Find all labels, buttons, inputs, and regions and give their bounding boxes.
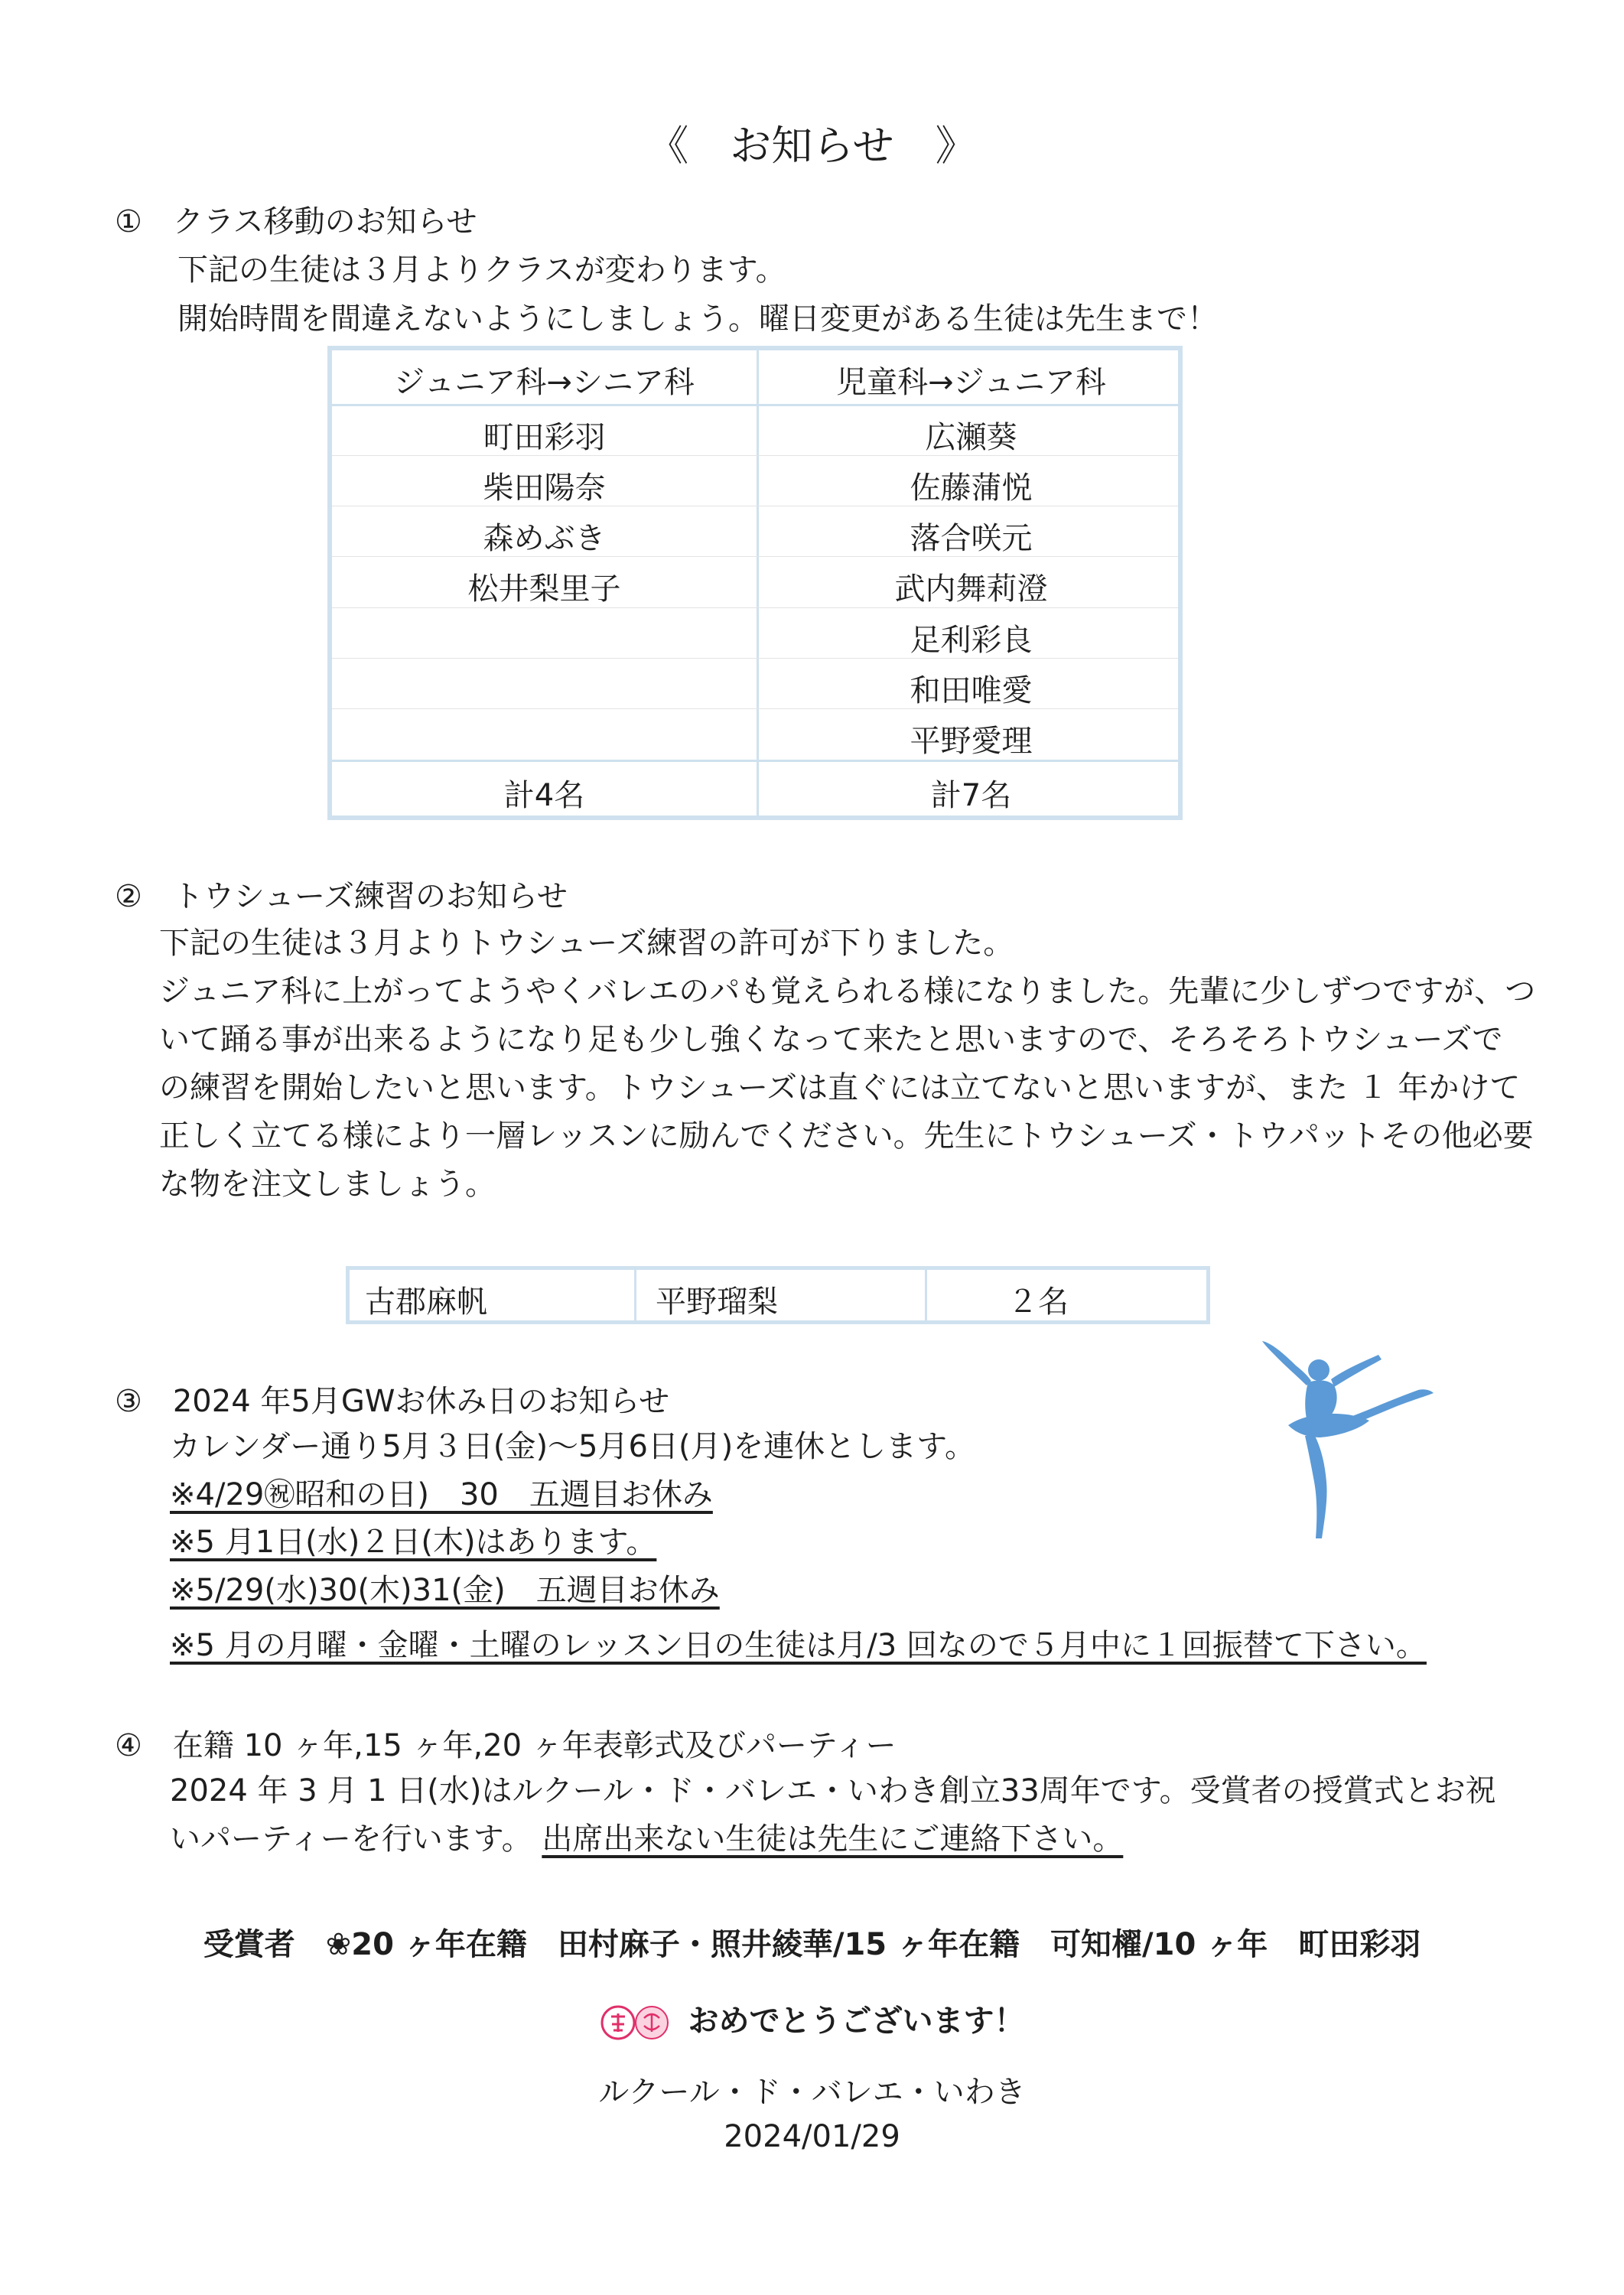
document-date: 2024/01/29	[724, 2119, 900, 2154]
table-header: 児童科→ジュニア科	[836, 365, 1106, 400]
table-header: ジュニア科→シニア科	[394, 365, 695, 400]
section3-note-2: ※5 月1日(水)２日(木)はあります。	[170, 1525, 657, 1560]
table-cell: 森めぶき	[483, 521, 606, 556]
table-cell: 平野愛理	[910, 724, 1033, 759]
section1-line-1: 下記の生徒は３月よりクラスが変わります。	[177, 252, 786, 288]
table-cell: 平野瑠梨	[656, 1284, 778, 1320]
section4-line-2	[170, 1815, 1123, 1863]
table-cell: 和田唯愛	[910, 673, 1033, 708]
section2-heading: ② トウシューズ練習のお知らせ	[115, 879, 568, 914]
table-cell: ２名	[1007, 1284, 1069, 1320]
section4-line-1: 2024 年 3 月 1 日(水)はルクール・ド・バレエ・いわき創立33周年です。受賞者の授賞式とお祝	[170, 1773, 1496, 1808]
ballerina-illustration	[1255, 1335, 1438, 1545]
organization-name: ルクール・ド・バレエ・いわき	[598, 2075, 1026, 2110]
section1-line-2: 開始時間を間違えないようにしましょう。曜日変更がある生徒は先生まで！	[177, 301, 1218, 337]
section3-note-1: ※4/29㊗昭和の日) 30 五週目お休み	[170, 1477, 713, 1512]
toe-shoes-table	[346, 1266, 1210, 1324]
table-cell: 町田彩羽	[483, 420, 606, 455]
table-cell: 松井梨里子	[467, 571, 621, 607]
celebration-stamp-icon	[600, 2003, 670, 2043]
page-title: 《 お知らせ 》	[647, 122, 977, 170]
section2-line-4: の練習を開始したいと思います。トウシューズは直ぐには立てないと思いますが、また １ 年かけて	[159, 1070, 1521, 1105]
section2-line-3: いて踊る事が出来るようになり足も少し強くなって来たと思いますので、そろそろトウシューズで	[159, 1022, 1503, 1057]
section1-heading: ① クラス移動のお知らせ	[115, 204, 477, 239]
table-total: 計7名	[930, 778, 1012, 813]
table-cell: 柴田陽奈	[483, 470, 606, 506]
section2-line-1: 下記の生徒は３月よりトウシューズ練習の許可が下りました。	[159, 926, 1014, 961]
table-cell: 落合咲元	[910, 521, 1033, 556]
section2-line-2: ジュニア科に上がってようやくバレエのパも覚えられる様になりました。先輩に少しずつですが、つ	[159, 974, 1536, 1009]
section3-heading: ③ 2024 年5月GWお休み日のお知らせ	[115, 1384, 670, 1419]
section3-note-3: ※5/29(水)30(木)31(金) 五週目お休み	[170, 1573, 720, 1608]
congrats-line	[0, 1997, 1624, 2043]
class-move-table	[327, 346, 1183, 820]
table-cell: 佐藤蒲悦	[910, 470, 1033, 506]
section3-line-1: カレンダー通り5月３日(金)～5月6日(月)を連休とします。	[170, 1429, 975, 1464]
table-cell: 武内舞莉澄	[894, 571, 1048, 607]
congrats-text: おめでとうございます！	[688, 2004, 1025, 2039]
section4-heading: ④ 在籍 10 ヶ年,15 ヶ年,20 ヶ年表彰式及びパーティー	[115, 1728, 897, 1763]
table-total: 計4名	[503, 778, 585, 813]
section4-contact-note: 出席出来ない生徒は先生にご連絡下さい。	[542, 1821, 1124, 1857]
table-divider	[634, 1270, 636, 1320]
table-cell: 足利彩良	[910, 623, 1033, 658]
award-recipients: 受賞者 ❀20 ヶ年在籍 田村麻子・照井綾華/15 ヶ年在籍 可知櫂/10 ヶ年 町田彩羽	[203, 1927, 1421, 1962]
section4-line-2-text: いパーティーを行います。	[170, 1821, 542, 1857]
section3-note-4: ※5 月の月曜・金曜・土曜のレッスン日の生徒は月/3 回なので５月中に１回振替て下さい。	[170, 1628, 1427, 1663]
table-header-rule	[332, 404, 1178, 406]
table-cell: 古郡麻帆	[365, 1284, 487, 1320]
section2-line-5: 正しく立てる様により一層レッスンに励んでください。先生にトウシューズ・トウパットその他必要	[159, 1118, 1534, 1154]
section2-line-6: な物を注文しましょう。	[159, 1167, 496, 1202]
table-divider	[925, 1270, 927, 1320]
table-cell: 広瀬葵	[925, 420, 1017, 455]
